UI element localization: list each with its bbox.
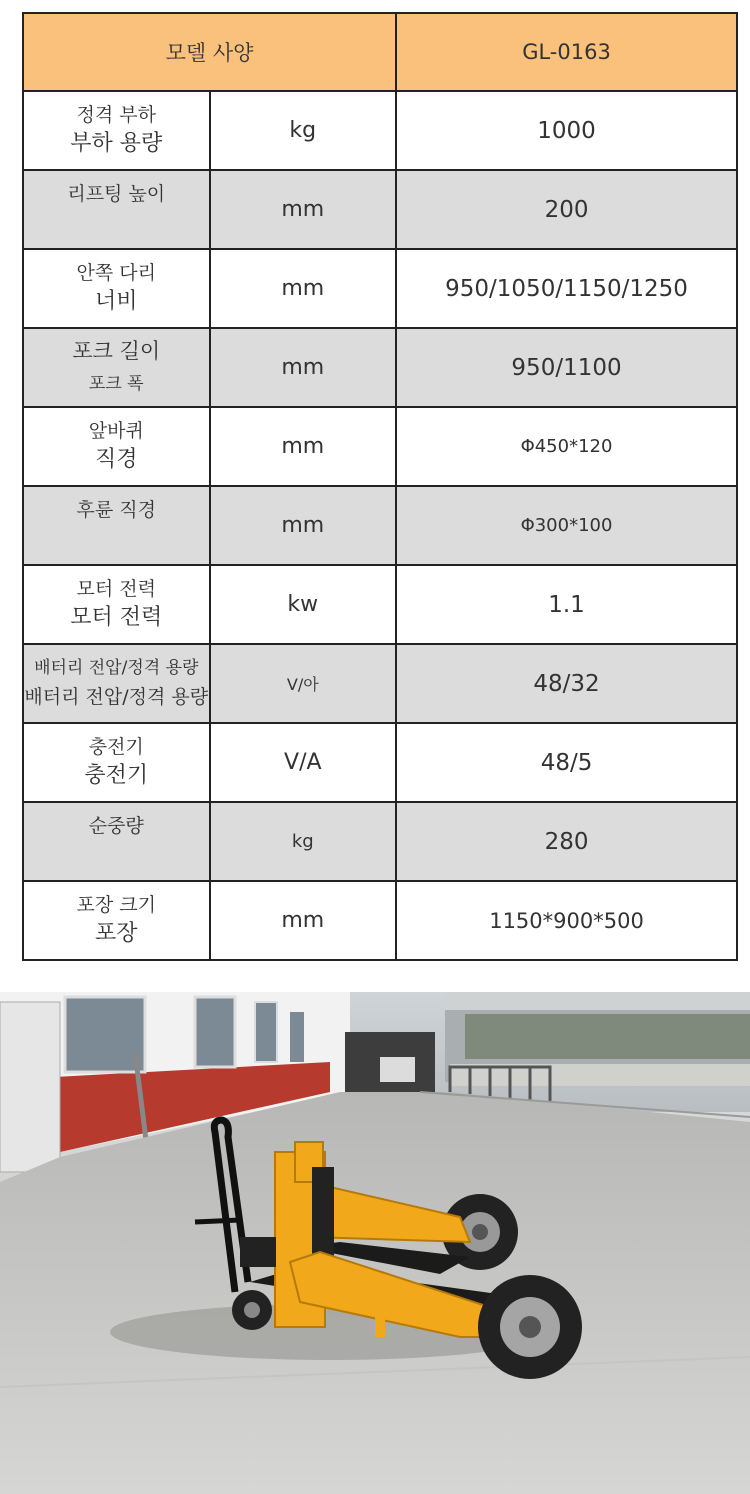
row-unit: mm [281, 276, 325, 301]
row-name-a: 리프팅 높이 [67, 182, 166, 205]
table-row [23, 91, 737, 170]
row-name-b: 직경 [95, 446, 138, 472]
row-value: 950/1050/1150/1250 [445, 275, 688, 302]
row-unit: kg [289, 118, 317, 143]
row-name-a: 배터리 전압/정격 용량 [34, 657, 199, 678]
row-name-a: 정격 부하 [76, 103, 156, 126]
row-value: 1150*900*500 [489, 908, 644, 933]
row-name-a: 충전기 [88, 735, 144, 758]
spec-table [22, 12, 738, 961]
table-row [23, 644, 737, 723]
row-name-b: 포장 [95, 920, 138, 946]
row-name-b [24, 523, 209, 555]
table-row [23, 170, 737, 249]
row-name-a: 모터 전력 [76, 577, 156, 600]
row-value: 200 [544, 196, 589, 223]
table-row [23, 565, 737, 644]
header-model: GL-0163 [396, 13, 737, 91]
product-photo [0, 992, 750, 1494]
row-unit: V/A [284, 750, 322, 775]
table-header-row [23, 13, 737, 91]
row-value: 1000 [537, 117, 596, 144]
row-name-b: 부하 용량 [70, 130, 163, 156]
row-name-b: 모터 전력 [70, 604, 163, 630]
row-value: Φ450*120 [520, 436, 613, 457]
row-unit: mm [281, 908, 325, 933]
row-value: 48/32 [533, 670, 600, 697]
row-name-a: 포장 크기 [76, 893, 156, 916]
row-value: 1.1 [548, 591, 585, 618]
row-name-a: 안쪽 다리 [76, 261, 156, 284]
row-name-a: 후륜 직경 [76, 498, 156, 521]
row-unit: kg [291, 831, 314, 852]
row-value: 280 [544, 828, 589, 855]
table-row [23, 486, 737, 565]
row-value: 950/1100 [511, 354, 622, 381]
table-row [23, 881, 737, 960]
row-unit: mm [281, 513, 325, 538]
row-unit: V/아 [286, 675, 319, 694]
row-value: Φ300*100 [520, 515, 613, 536]
table-row [23, 802, 737, 881]
row-name-b: 배터리 전압/정격 용량 [24, 685, 209, 708]
pallet-truck-illustration [0, 992, 750, 1494]
row-unit: kw [287, 592, 319, 617]
table-row [23, 723, 737, 802]
row-unit: mm [281, 355, 325, 380]
row-name-b [24, 839, 209, 871]
table-row [23, 249, 737, 328]
table-row [23, 407, 737, 486]
row-name-b: 포크 폭 [88, 373, 144, 394]
row-unit: mm [281, 197, 325, 222]
header-label: 모델 사양 [23, 13, 396, 91]
table-row [23, 328, 737, 407]
row-name-b: 충전기 [84, 762, 149, 788]
row-name-a: 포크 길이 [72, 338, 161, 363]
row-value: 48/5 [540, 749, 593, 776]
row-name-b: 너비 [95, 288, 138, 314]
row-name-a: 앞바퀴 [88, 419, 144, 442]
row-unit: mm [281, 434, 325, 459]
row-name-a: 순중량 [88, 814, 144, 837]
row-name-b [24, 207, 209, 239]
